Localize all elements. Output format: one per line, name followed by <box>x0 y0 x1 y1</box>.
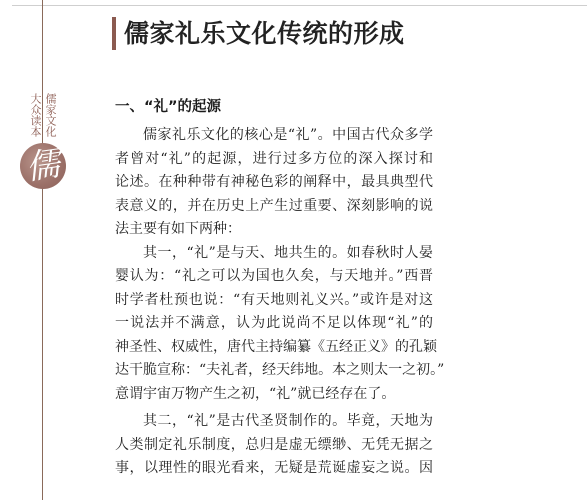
paragraph-line: 表意义的，并在历史上产生过重要、深刻影响的说 <box>115 197 433 214</box>
paragraph-line: 一说法并不满意，认为此说尚不足以体现“礼”的 <box>115 315 433 331</box>
paragraph-line: 时学者杜预也说：“有天地则礼义兴。”或许是对这 <box>115 291 433 308</box>
paragraph-1 <box>115 124 433 242</box>
ru-character-emblem <box>20 143 66 189</box>
paragraph-line: 神圣性、权威性，唐代主持编纂《五经正义》的孔颖 <box>115 338 437 355</box>
title-accent-bar <box>112 17 116 50</box>
series-label-left: 大众读本 <box>29 93 42 137</box>
paragraph-2 <box>115 242 445 407</box>
paragraph-line: 婴认为：“礼之可以为国也久矣，与天地并。”西晋 <box>115 268 433 284</box>
paragraph-line: 事，以理性的眼光看来，无疑是荒诞虚妄之说。因 <box>115 460 433 476</box>
paragraph-line: 法主要有如下两种： <box>115 221 241 237</box>
side-border-line <box>42 0 43 500</box>
paragraph-line: 者曾对“礼”的起源，进行过多方位的深入探讨和 <box>115 150 433 167</box>
paragraph-line: 其一，“礼”是与天、地共生的。如春秋时人晏 <box>143 244 433 261</box>
paragraph-line: 论述。在种种带有神秘色彩的阐释中，最具典型代 <box>115 174 433 190</box>
emblem-character: 儒 <box>23 143 63 189</box>
paragraph-line: 达干脆宣称：“夫礼者，经天纬地。本之则太一之初。” <box>115 362 445 378</box>
paragraph-line: 人类制定礼乐制度，总归是虚无缥缈、无凭无据之 <box>115 436 433 453</box>
page-title: 儒家礼乐文化传统的形成 <box>124 19 405 48</box>
paragraph-line: 意谓宇宙万物产生之初，“礼”就已经存在了。 <box>115 385 396 402</box>
series-label-right: 儒家文化 <box>44 93 57 137</box>
paragraph-line: 其二，“礼”是古代圣贤制作的。毕竟，天地为 <box>143 413 433 429</box>
paragraph-line: 儒家礼乐文化的核心是“礼”。中国古代众多学 <box>143 127 433 143</box>
body-text <box>115 124 445 481</box>
top-border-line <box>12 5 587 6</box>
section-heading: 一、“礼”的起源 <box>115 99 222 115</box>
series-label <box>29 93 56 137</box>
paragraph-3 <box>115 410 433 481</box>
